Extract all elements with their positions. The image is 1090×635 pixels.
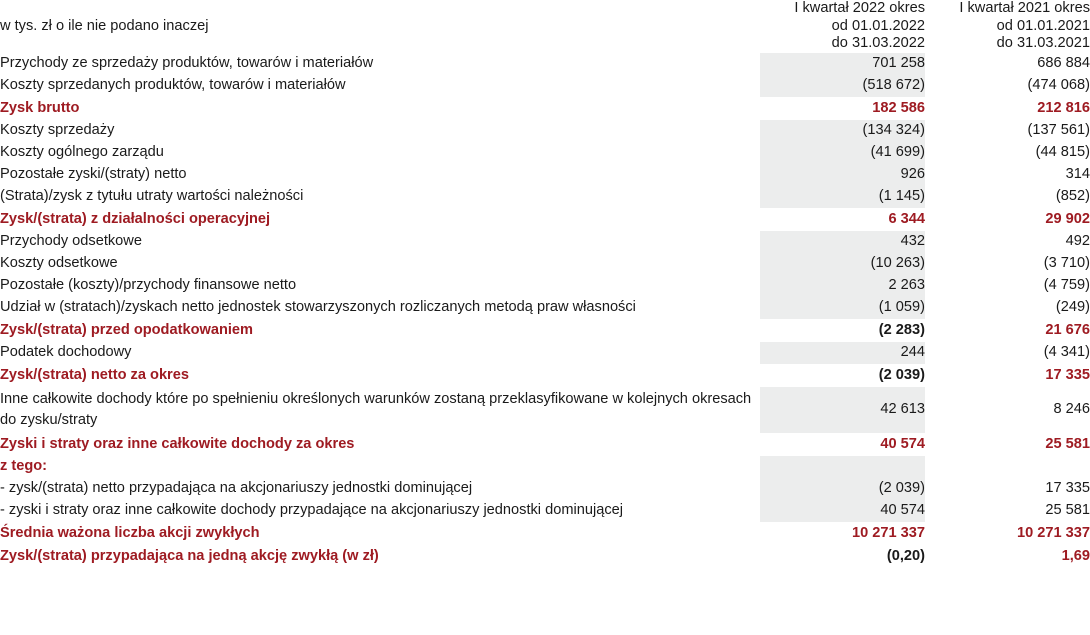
row-value-q1-2022: (1 145) xyxy=(760,186,925,208)
table-header xyxy=(0,0,1090,53)
column-header-q1-2022 xyxy=(760,0,925,53)
row-label: Zysk/(strata) przed opodatkowaniem xyxy=(0,321,254,338)
header-row xyxy=(0,0,1090,53)
row-label: Zysk/(strata) z działalności operacyjnej xyxy=(0,210,271,227)
column-header-q1-2021-line1: I kwartał 2021 okres xyxy=(959,0,1090,16)
table-row xyxy=(0,253,1090,275)
row-label: Udział w (stratach)/zyskach netto jednostek stowarzyszonych rozliczanych metodą praw własności xyxy=(0,299,636,315)
row-value-q1-2021: 29 902 xyxy=(1045,210,1090,227)
row-label: Koszty sprzedanych produktów, towarów i materiałów xyxy=(0,77,346,93)
row-label: - zyski i straty oraz inne całkowite dochody przypadające na akcjonariuszy jednostki dominującej xyxy=(0,502,623,518)
table-row xyxy=(0,53,1090,75)
row-value-q1-2022: (2 039) xyxy=(760,478,925,500)
column-header-q1-2021-line2: od 01.01.2021 xyxy=(996,17,1090,34)
row-label: Średnia ważona liczba akcji zwykłych xyxy=(0,524,260,541)
row-value-q1-2022: (41 699) xyxy=(760,142,925,164)
row-value-q1-2021: 8 246 xyxy=(1053,401,1090,417)
row-value-q1-2021: 492 xyxy=(1065,233,1090,249)
unit-note: w tys. zł o ile nie podano inaczej xyxy=(0,17,209,34)
table-row xyxy=(0,75,1090,97)
row-value-q1-2022: 6 344 xyxy=(888,210,925,227)
row-value-q1-2021: 25 581 xyxy=(1045,435,1090,452)
row-value-q1-2022 xyxy=(760,456,925,478)
table-row xyxy=(0,186,1090,208)
row-value-q1-2021: 314 xyxy=(1065,166,1090,182)
row-value-q1-2021: 17 335 xyxy=(1045,480,1090,496)
row-value-q1-2022: (10 263) xyxy=(760,253,925,275)
table-row-total xyxy=(0,208,1090,231)
row-value-q1-2022: 701 258 xyxy=(760,53,925,75)
row-value-q1-2021: 212 816 xyxy=(1037,99,1090,116)
row-label: Przychody ze sprzedaży produktów, towarów i materiałów xyxy=(0,55,374,71)
row-label: Koszty odsetkowe xyxy=(0,255,118,271)
row-label: Pozostałe (koszty)/przychody finansowe netto xyxy=(0,277,297,293)
table-row xyxy=(0,500,1090,522)
row-value-q1-2022: 182 586 xyxy=(872,99,925,116)
row-value-q1-2022: (2 039) xyxy=(878,366,925,383)
column-header-q1-2021-line3: do 31.03.2021 xyxy=(996,35,1090,51)
row-label: Zyski i straty oraz inne całkowite dochody za okres xyxy=(0,435,355,452)
table-row-total xyxy=(0,97,1090,120)
table-row xyxy=(0,120,1090,142)
row-value-q1-2021: 10 271 337 xyxy=(1016,524,1090,541)
row-value-q1-2022: (2 283) xyxy=(878,321,925,338)
table-row xyxy=(0,275,1090,297)
table-row xyxy=(0,231,1090,253)
row-label: Podatek dochodowy xyxy=(0,344,132,360)
row-value-q1-2021: 686 884 xyxy=(1037,55,1090,71)
row-value-q1-2021: (4 759) xyxy=(1043,277,1090,293)
table-row xyxy=(0,164,1090,186)
table-row-total xyxy=(0,319,1090,342)
row-label: Inne całkowite dochody które po spełnieniu określonych warunków zostaną przeklasyfikowane w kolejnych okresach do zysku/straty xyxy=(0,390,752,428)
row-value-q1-2021: 1,69 xyxy=(1061,547,1090,564)
row-value-q1-2022: (518 672) xyxy=(760,75,925,97)
row-value-q1-2021: (137 561) xyxy=(1027,122,1090,138)
table-row xyxy=(0,342,1090,364)
row-value-q1-2022: 40 574 xyxy=(880,435,925,452)
row-label: Koszty sprzedaży xyxy=(0,122,115,138)
row-value-q1-2022: (0,20) xyxy=(886,547,925,564)
table-row xyxy=(0,142,1090,164)
table-body xyxy=(0,53,1090,568)
column-header-q1-2022-line1: I kwartał 2022 okres xyxy=(794,0,925,16)
row-value-q1-2021: (852) xyxy=(1055,188,1090,204)
table-row-total xyxy=(0,364,1090,387)
row-value-q1-2021: 21 676 xyxy=(1045,321,1090,338)
row-value-q1-2022: 2 263 xyxy=(760,275,925,297)
row-value-q1-2022: 10 271 337 xyxy=(851,524,925,541)
column-header-q1-2021 xyxy=(925,0,1090,53)
row-value-q1-2021 xyxy=(925,456,1090,478)
row-value-q1-2022: 432 xyxy=(760,231,925,253)
row-label: Zysk/(strata) przypadająca na jedną akcję zwykłą (w zł) xyxy=(0,547,379,564)
table-row xyxy=(0,297,1090,319)
row-label: Zysk brutto xyxy=(0,99,80,116)
row-value-q1-2021: (3 710) xyxy=(1043,255,1090,271)
table-row-total xyxy=(0,522,1090,545)
row-label: Pozostałe zyski/(straty) netto xyxy=(0,166,187,182)
row-label: z tego: xyxy=(0,458,48,474)
row-value-q1-2022: 926 xyxy=(760,164,925,186)
row-value-q1-2022: (1 059) xyxy=(760,297,925,319)
column-header-q1-2022-line3: do 31.03.2022 xyxy=(831,35,925,51)
row-value-q1-2022: 42 613 xyxy=(760,387,925,433)
row-label: Przychody odsetkowe xyxy=(0,233,142,249)
table-row-total xyxy=(0,433,1090,456)
table-row-total xyxy=(0,545,1090,568)
table-row xyxy=(0,387,1090,433)
row-label: - zysk/(strata) netto przypadająca na akcjonariuszy jednostki dominującej xyxy=(0,480,473,496)
row-value-q1-2022: (134 324) xyxy=(760,120,925,142)
row-value-q1-2021: 25 581 xyxy=(1045,502,1090,518)
row-label: Zysk/(strata) netto za okres xyxy=(0,366,189,383)
row-value-q1-2021: (474 068) xyxy=(1027,77,1090,93)
table-row xyxy=(0,478,1090,500)
row-value-q1-2021: (44 815) xyxy=(1035,144,1090,160)
row-value-q1-2021: 17 335 xyxy=(1045,366,1090,383)
row-label: Koszty ogólnego zarządu xyxy=(0,144,164,160)
row-value-q1-2022: 244 xyxy=(760,342,925,364)
table-row-subheading xyxy=(0,456,1090,478)
column-header-q1-2022-line2: od 01.01.2022 xyxy=(831,17,925,34)
row-value-q1-2021: (249) xyxy=(1055,299,1090,315)
row-value-q1-2022: 40 574 xyxy=(760,500,925,522)
row-value-q1-2021: (4 341) xyxy=(1043,344,1090,360)
row-label: (Strata)/zysk z tytułu utraty wartości należności xyxy=(0,188,304,204)
